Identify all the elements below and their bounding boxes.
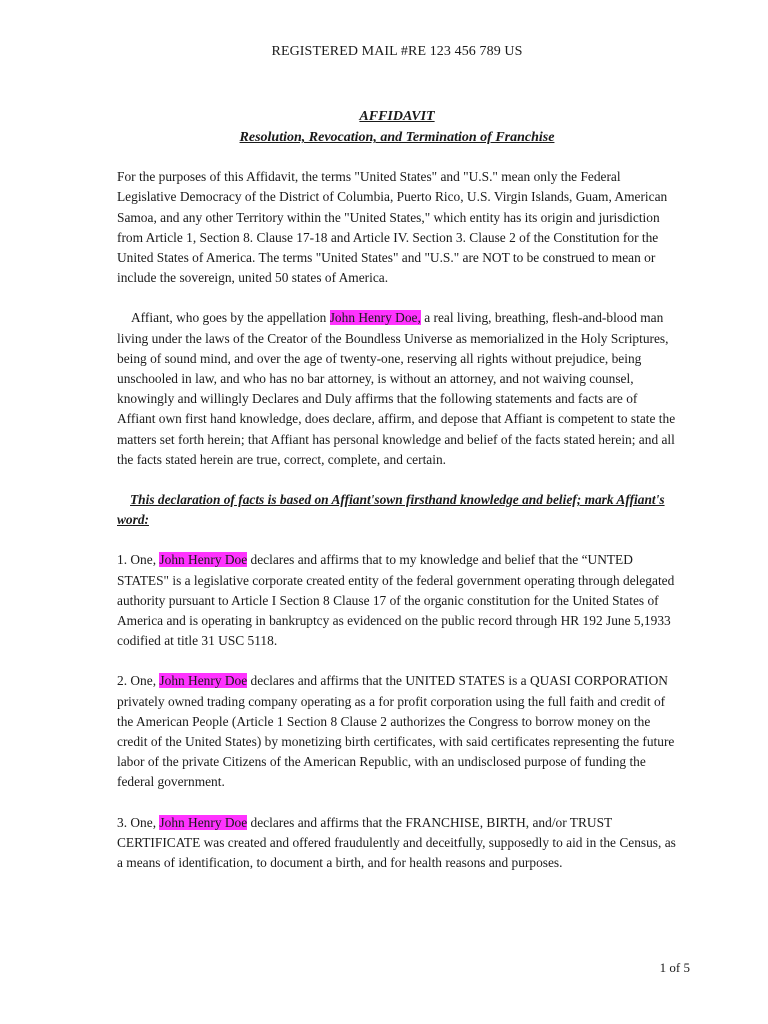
item-text: declares and affirms that to my knowledge and belief that the “UNTED STATES" is a legislative corporate created entity of the federal government operating through delegated authority pursuant to Article I Section 8 Clause 17 of the organic constitution for the United States of America and is operating in bankruptcy as evidenced on the public record through HR 192 June 5,1933 codified at title 31 USC 5118. <box>117 552 675 649</box>
registered-mail-line: REGISTERED MAIL #RE 123 456 789 US <box>271 44 523 59</box>
affiant-intro-after: a real living, breathing, flesh-and-blood man living under the laws of the Creator of the Boundless Universe as memorialized in the Holy Scriptures, being of sound mind, and over the age of twenty-one, reserving all rights without prejudice, being unschooled in law, and who has no bar attorney, is without an attorney, and not waiving counsel, knowingly and willingly Declares and Duly affirms that the following statements and facts are of Affiant own first hand knowledge, does declare, affirm, and depose that Affiant is competent to state the matters set forth herein; that Affiant has personal knowledge and belief of the facts stated herein; and all the facts stated herein are true, correct, complete, and certain. <box>117 310 676 467</box>
item-name-highlight: John Henry Doe <box>159 552 248 568</box>
declaration-heading: This declaration of facts is based on Affiant'sown firsthand knowledge and belief; mark Affiant's word: <box>117 492 665 528</box>
item-prefix: 2. One, <box>117 673 160 689</box>
affiant-paragraph <box>117 308 677 470</box>
document-subtitle: Resolution, Revocation, and Termination of Franchise <box>239 130 555 146</box>
document-title: AFFIDAVIT <box>359 109 435 125</box>
item-text: declares and affirms that the UNITED STATES is a QUASI CORPORATION privately owned trading company operating as a for profit corporation using the full faith and credit of the American People (Article 1 Section 8 Clause 2 authorizes the Congress to borrow money on the credit of the United States) by monetizing birth certificates, with said certificates representing the future labor of the private Citizens of the American Republic, with an undisclosed purpose of funding the federal government. <box>117 673 675 790</box>
declaration-item-3 <box>117 813 677 874</box>
item-name-highlight: John Henry Doe <box>159 673 248 689</box>
affiant-name-highlight: John Henry Doe, <box>329 310 421 326</box>
item-prefix: 3. One, <box>117 814 160 830</box>
page-number: 1 of 5 <box>659 960 690 975</box>
definition-paragraph: For the purposes of this Affidavit, the terms "United States" and "U.S." mean only the Federal Legislative Democracy of the District of Columbia, Puerto Rico, U.S. Virgin Islands, Guam, American Samoa, and any other Territory within the "United States," which entity has its origin and jurisdiction from Article 1, Section 8. Clause 17-18 and Article IV. Section 3. Clause 2 of the Constitution for the United States of America. The terms "United States" and "U.S." are NOT to be construed to mean or include the sovereign, united 50 states of America. <box>117 169 668 286</box>
declaration-item-2 <box>117 671 677 792</box>
affiant-intro-before: Affiant, who goes by the appellation <box>131 310 330 326</box>
item-prefix: 1. One, <box>117 552 160 568</box>
declaration-item-1 <box>117 550 677 651</box>
document-content <box>117 42 677 893</box>
item-text: declares and affirms that the FRANCHISE, BIRTH, and/or TRUST CERTIFICATE was created and offered fraudulently and deceitfully, supposedly to aid in the Census, as a means of identification, to document a birth, and for health reasons and purposes. <box>117 814 676 871</box>
item-name-highlight: John Henry Doe <box>159 814 248 830</box>
